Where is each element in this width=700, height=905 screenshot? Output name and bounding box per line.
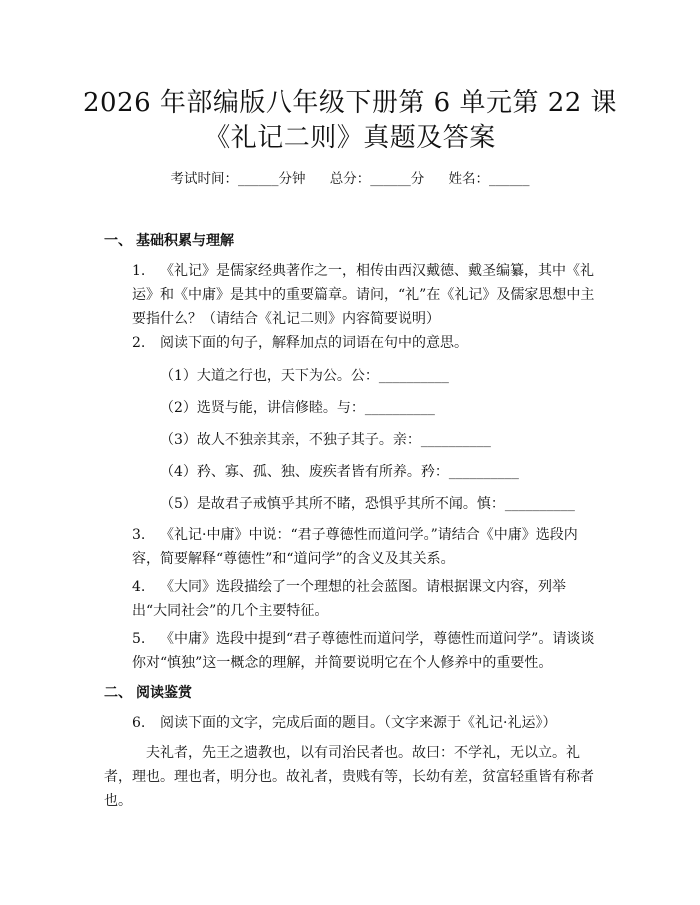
question-number: 4. — [132, 579, 146, 595]
question-text: 《礼记·中庸》中说：“君子尊德性而道问学。”请结合《中庸》选段内容，简要解释“尊德性”和“道问学”的含义及其关系。 — [132, 527, 578, 567]
question-5 — [104, 627, 596, 675]
section-title: 阅读鉴赏 — [136, 685, 192, 701]
question-1 — [104, 259, 596, 331]
section-number: 二、 — [104, 685, 132, 701]
section-heading-reading — [104, 684, 192, 702]
question-text: 阅读下面的句子，解释加点的词语在句中的意思。 — [160, 335, 468, 351]
total-score-field: 总分：______分 — [329, 171, 425, 187]
question-number: 2. — [132, 335, 146, 351]
question-text: 《大同》选段描绘了一个理想的社会蓝图。请根据课文内容，列举出“大同社会”的几个主要特征。 — [132, 579, 566, 619]
sub-item-5: （5）是故君子戒慎乎其所不睹，恐惧乎其所不闻。慎：__________ — [160, 496, 575, 512]
passage-text: 夫礼者，先王之遗教也，以有司治民者也。故曰：不学礼，无以立。礼者，理也。理也者，明分也。故礼者，贵贱有等，长幼有差，贫富轻重皆有称者也。 — [104, 745, 594, 809]
reading-passage — [104, 741, 596, 813]
question-2 — [104, 331, 596, 355]
student-name-field: 姓名：______ — [448, 171, 530, 187]
question-number: 1. — [132, 263, 146, 279]
question-4 — [104, 575, 596, 623]
document-title-line-1: 2026 年部编版八年级下册第 6 单元第 22 课 — [82, 88, 618, 118]
question-text: 《中庸》选段中提到“君子尊德性而道问学，尊德性而道问学”。请谈谈你对“慎独”这一概念的理解，并简要说明它在个人修养中的重要性。 — [132, 631, 595, 671]
sub-item-4: （4）矜、寡、孤、独、废疾者皆有所养。矜：__________ — [160, 464, 519, 480]
question-number: 3. — [132, 527, 146, 543]
question-text: 《礼记》是儒家经典著作之一，相传由西汉戴德、戴圣编纂，其中《礼运》和《中庸》是其中的重要篇章。请问，“礼”在《礼记》及儒家思想中主要指什么？（请结合《礼记二则》内容简要说明） — [132, 263, 595, 327]
exam-info-row — [0, 170, 700, 188]
document-title-line-2: 《礼记二则》真题及答案 — [204, 123, 496, 153]
section-heading-basics — [104, 232, 234, 250]
question-6 — [104, 711, 596, 735]
exam-time-field: 考试时间：______分钟 — [170, 171, 306, 187]
question-number: 5. — [132, 631, 146, 647]
section-number: 一、 — [104, 233, 132, 249]
section-title: 基础积累与理解 — [136, 233, 234, 249]
sub-item-2: （2）选贤与能，讲信修睦。与：__________ — [160, 400, 435, 416]
question-3 — [104, 523, 596, 571]
question-number: 6. — [132, 715, 146, 731]
question-text: 阅读下面的文字，完成后面的题目。（文字来源于《礼记·礼运》） — [160, 715, 557, 731]
sub-item-3: （3）故人不独亲其亲，不独子其子。亲：__________ — [160, 432, 491, 448]
sub-item-1: （1）大道之行也，天下为公。公：__________ — [160, 368, 449, 384]
